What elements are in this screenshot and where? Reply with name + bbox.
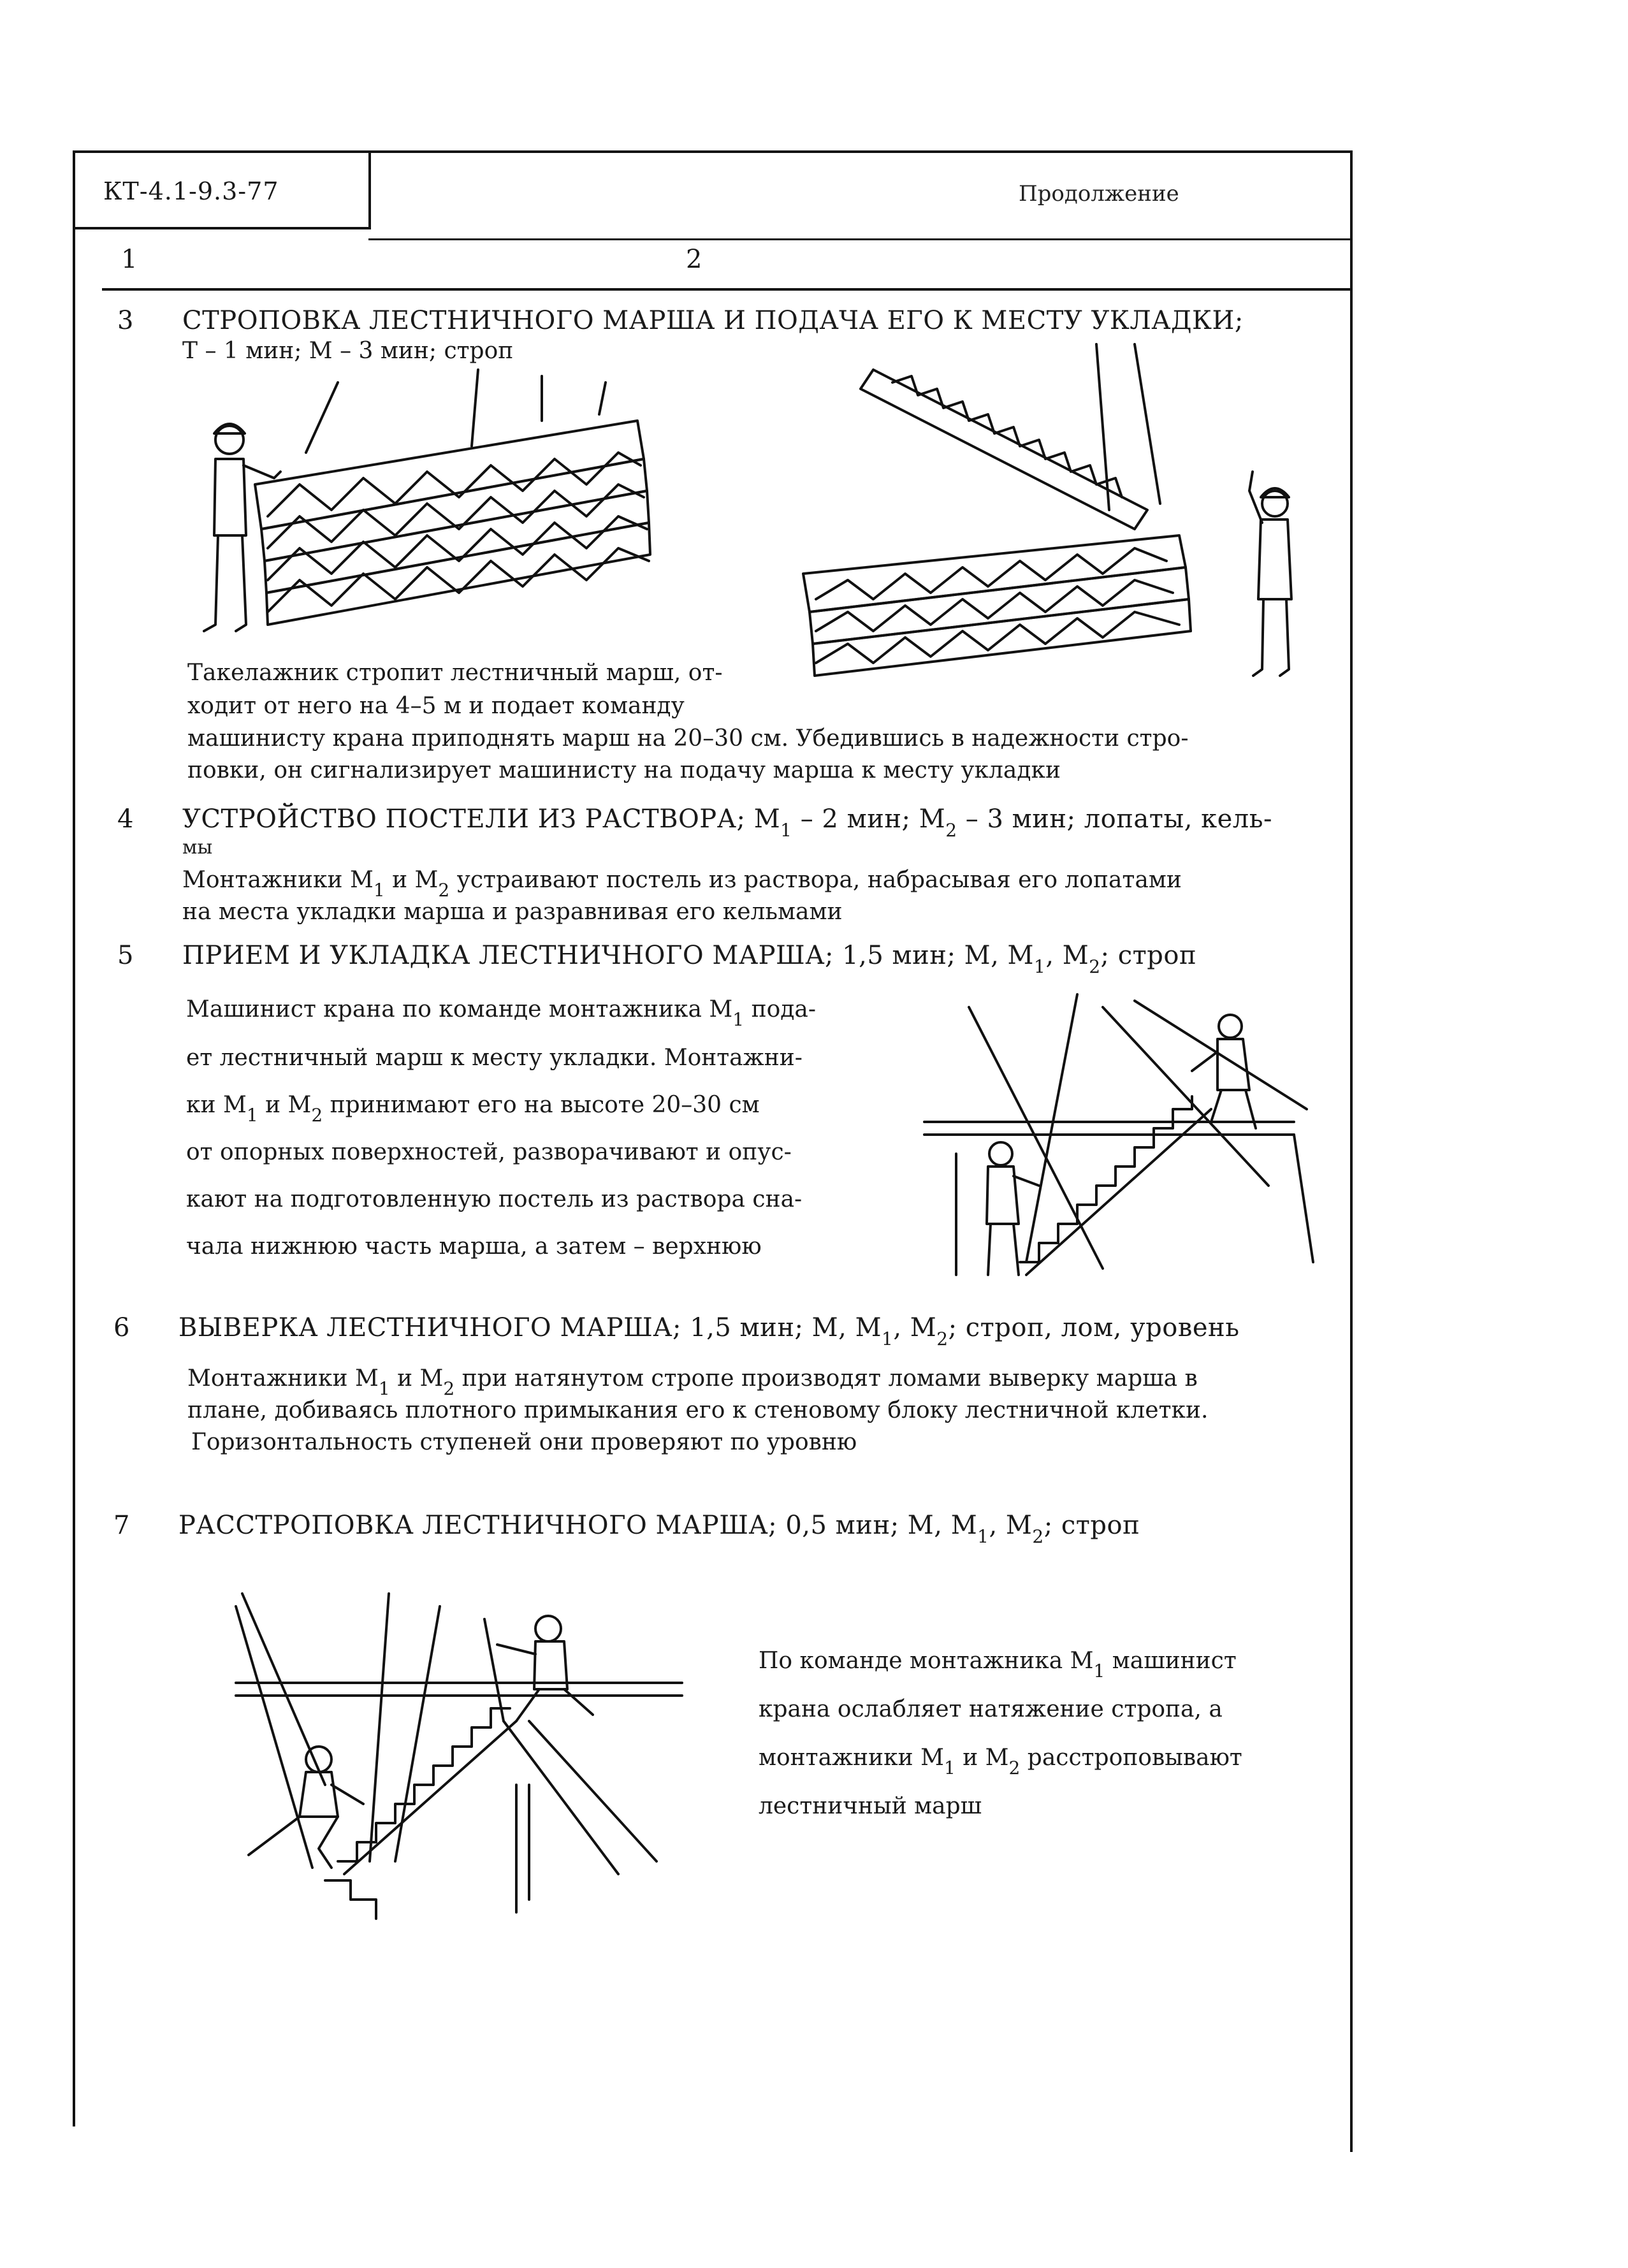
step-7-text-line-1: По команде монтажника $М_1$ машинист (759, 1648, 1237, 1682)
sling-2 (472, 370, 478, 446)
step-5-text-line-1: Машинист крана по команде монтажника $М_1$ пода- (186, 996, 817, 1030)
sling-a (370, 1594, 389, 1861)
step-5-number: 5 (117, 941, 134, 970)
crane-cable-b (1026, 994, 1077, 1262)
wall-left-lines (236, 1594, 325, 1868)
sling-4 (599, 382, 606, 414)
illustration-placing-flight (912, 994, 1319, 1288)
column-header-1: 1 (121, 245, 138, 274)
step-6-text-line-1: Монтажники $М_1$ и $М_2$ при натянутом стропе производят ломами выверку марша в (187, 1365, 1198, 1399)
illustration-unslinging-flight (236, 1594, 682, 1925)
step-5-text-line-4: от опорных поверхностей, разворачивают и опус- (186, 1139, 792, 1165)
floor-slab (924, 1122, 1294, 1135)
step-7-text-line-3: монтажники $М_1$ и $М_2$ расстроповывают (759, 1745, 1242, 1778)
step-7-title: РАССТРОПОВКА ЛЕСТНИЧНОГО МАРША; 0,5 мин; М, $М_1$, $М_2$; строп (178, 1511, 1140, 1547)
worker-upper-body (1217, 1039, 1249, 1090)
worker-upper-arm (1192, 1052, 1217, 1071)
flight-underside (344, 1721, 516, 1874)
rigger-arm (243, 465, 280, 478)
worker-upper-legs (516, 1689, 593, 1721)
step-5-text-line-6: чала нижнюю часть марша, а затем – верхнюю (186, 1233, 762, 1260)
worker-lower-body (300, 1772, 338, 1817)
rigger-body (214, 459, 246, 535)
lower-flight (325, 1880, 376, 1919)
column-header-2: 2 (686, 245, 702, 274)
step-4-number: 4 (117, 804, 134, 834)
wall-right (1294, 1135, 1313, 1262)
step-7-number: 7 (113, 1511, 130, 1540)
step-5-text-line-5: кают на подготовленную постель из раствора сна- (186, 1186, 803, 1212)
step-3-params: Т – 1 мин; М – 3 мин; строп (182, 338, 514, 364)
flight-steps (338, 1708, 510, 1861)
step-3-text-line-4: повки, он сигнализирует машинисту на подачу марша к месту укладки (187, 757, 1061, 783)
rigger-legs (204, 535, 246, 631)
step-3-text-line-1: Такелажник стропит лестничный марш, от- (187, 660, 723, 686)
code-box-right (368, 150, 371, 229)
frame-left-border (73, 150, 75, 2126)
illustration-lifted-flight (790, 344, 1326, 701)
worker-upper-head (1219, 1015, 1242, 1038)
sling-c (484, 1619, 504, 1721)
step-6-text-line-2: плане, добиваясь плотного примыкания его к стеновому блоку лестничной клетки. (187, 1397, 1209, 1423)
ground-flight-stack (803, 535, 1191, 676)
step-3-text-line-2: ходит от него на 4–5 м и подает команду (187, 693, 685, 719)
rigger-head (215, 426, 243, 454)
step-7-text-line-4: лестничный марш (759, 1793, 982, 1819)
step-4-title: УСТРОЙСТВО ПОСТЕЛИ ИЗ РАСТВОРА; $М_1 - 2$ мин; $М_2 - 3$ мин; лопаты, кель- (182, 804, 1273, 841)
step-4-title-continuation: мы (182, 836, 213, 859)
crane-cable-right (1135, 344, 1160, 504)
worker-lower-arm (1014, 1176, 1039, 1186)
crane-cable-a (969, 1007, 1103, 1268)
code-box-bottom (73, 227, 371, 229)
step-7-text-line-2: крана ослабляет натяжение стропа, а (759, 1696, 1223, 1722)
signaler-legs (1253, 599, 1289, 676)
step-5-text-line-2: ет лестничный марш к месту укладки. Монтажни- (186, 1045, 803, 1071)
sling-1 (306, 382, 338, 453)
step-3-title: СТРОПОВКА ЛЕСТНИЧНОГО МАРША И ПОДАЧА ЕГО К МЕСТУ УКЛАДКИ; (182, 306, 1244, 335)
continuation-label: Продолжение (1019, 181, 1179, 207)
worker-lower-head (989, 1142, 1012, 1165)
step-4-text-line-1: Монтажники $М_1$ и $М_2$ устраивают постель из раствора, набрасывая его лопатами (182, 867, 1182, 901)
header-divider (368, 238, 1353, 240)
step-6-title: ВЫВЕРКА ЛЕСТНИЧНОГО МАРША; 1,5 мин; М, $М_1$, $М_2$; строп, лом, уровень (178, 1313, 1240, 1349)
worker-lower-legs (988, 1224, 1019, 1275)
step-4-text-line-2: на места укладки марша и разравнивая его кельмами (182, 899, 843, 925)
worker-lower-legs (249, 1817, 338, 1868)
frame-right-border (1350, 150, 1353, 2152)
column-right (516, 1785, 529, 1912)
worker-upper-arm (497, 1645, 535, 1654)
document-code: КТ-4.1-9.3-77 (103, 177, 279, 205)
step-3-text-line-3: машинисту крана приподнять марш на 20–30 см. Убедившись в надежности стро- (187, 725, 1189, 752)
signaler-body (1258, 520, 1291, 599)
wall-right-line (504, 1721, 657, 1874)
flight-stack (255, 421, 650, 625)
signaler-head (1262, 491, 1288, 516)
step-6-text-line-3: Горизонтальность ступеней они проверяют по уровню (191, 1429, 857, 1455)
worker-upper-head (535, 1616, 561, 1641)
frame-top-border (73, 150, 1353, 153)
step-6-number: 6 (113, 1313, 130, 1342)
step-3-number: 3 (117, 306, 134, 335)
column-header-divider (102, 288, 1353, 291)
step-5-text-line-3: ки $М_1$ и $М_2$ принимают его на высоте 20–30 см (186, 1092, 760, 1126)
step-5-title: ПРИЕМ И УКЛАДКА ЛЕСТНИЧНОГО МАРША; 1,5 мин; М, $М_1$, $М_2$; строп (182, 941, 1197, 977)
floor-line (236, 1683, 682, 1696)
illustration-rigger-stack (185, 370, 822, 657)
